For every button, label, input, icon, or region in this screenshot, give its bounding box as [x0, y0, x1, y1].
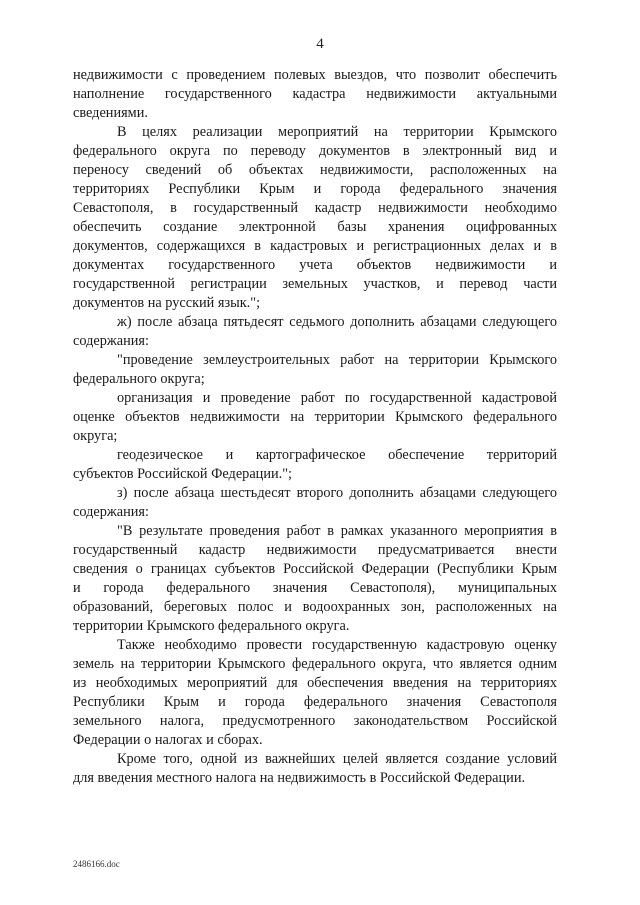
text-line: обеспечить создание электронной базы хранения оцифрованных [73, 219, 557, 235]
text-line: наполнение государственного кадастра недвижимости актуальными [73, 86, 557, 102]
text-line: переносу сведений об объектах недвижимости, расположенных на [73, 162, 557, 178]
paragraph [73, 313, 557, 351]
text-line: В целях реализации мероприятий на территории Крымского [117, 124, 557, 140]
text-line: недвижимости с проведением полевых выездов, что позволит обеспечить [73, 67, 557, 83]
text-line: из необходимых мероприятий для обеспечения введения на территориях [73, 675, 557, 691]
text-line: ж) после абзаца пятьдесят седьмого дополнить абзацами следующего [117, 314, 557, 330]
text-line: з) после абзаца шестьдесят второго дополнить абзацами следующего [117, 485, 557, 501]
paragraph [73, 750, 557, 788]
text-line: Севастополя, в государственный кадастр недвижимости необходимо [73, 200, 557, 216]
text-line: земель на территории Крымского федерального округа, что является одним [73, 656, 557, 672]
text-line: для введения местного налога на недвижимость в Российской Федерации. [73, 770, 526, 786]
text-line: Республики Крым и города федерального значения Севастополя [73, 694, 557, 710]
paragraph [73, 484, 557, 522]
text-line: сведениями. [73, 105, 148, 121]
paragraph [73, 123, 557, 313]
text-line: земельного налога, предусмотренного законодательством Российской [73, 713, 557, 729]
text-line: государственный кадастр недвижимости предусматривается внести [73, 542, 557, 558]
text-line: оценке объектов недвижимости на территории Крымского федерального [73, 409, 557, 425]
text-line: федерального округа по переводу документов в электронный вид и [73, 143, 557, 159]
text-line: Федерации о налогах и сборах. [73, 732, 263, 748]
document-file-code: 2486166.doc [73, 859, 120, 869]
paragraph [73, 636, 557, 750]
text-line: организация и проведение работ по государственной кадастровой [117, 390, 557, 406]
page-number: 4 [316, 36, 324, 52]
text-line: Также необходимо провести государственную кадастровую оценку [117, 637, 557, 653]
text-line: округа; [73, 428, 118, 444]
text-line: субъектов Российской Федерации."; [73, 466, 292, 482]
text-line: геодезическое и картографическое обеспечение территорий [117, 447, 557, 463]
text-line: "проведение землеустроительных работ на территории Крымского [117, 352, 557, 368]
text-line: содержания: [73, 333, 149, 349]
text-line: документах государственного учета объектов недвижимости и [73, 257, 557, 273]
text-line: "В результате проведения работ в рамках указанного мероприятия в [117, 523, 557, 539]
text-line: сведения о границах субъектов Российской Федерации (Республики Крым [73, 561, 557, 577]
text-line: Кроме того, одной из важнейших целей является создание условий [117, 751, 557, 767]
text-line: образований, береговых полос и водоохранных зон, расположенных на [73, 599, 557, 615]
paragraph [73, 351, 557, 389]
text-line: и города федерального значения Севастополя), муниципальных [73, 580, 557, 596]
paragraph [73, 389, 557, 446]
paragraph [73, 66, 557, 123]
text-line: государственной регистрации земельных участков, и перевод части [73, 276, 557, 292]
text-line: территориях Республики Крым и города федерального значения [73, 181, 557, 197]
text-line: документов на русский язык."; [73, 295, 261, 311]
paragraph [73, 446, 557, 484]
text-line: документов, содержащихся в кадастровых и регистрационных делах и в [73, 238, 557, 254]
document-body [73, 66, 557, 788]
text-line: содержания: [73, 504, 149, 520]
paragraph [73, 522, 557, 636]
text-line: территории Крымского федерального округа. [73, 618, 350, 634]
text-line: федерального округа; [73, 371, 205, 387]
